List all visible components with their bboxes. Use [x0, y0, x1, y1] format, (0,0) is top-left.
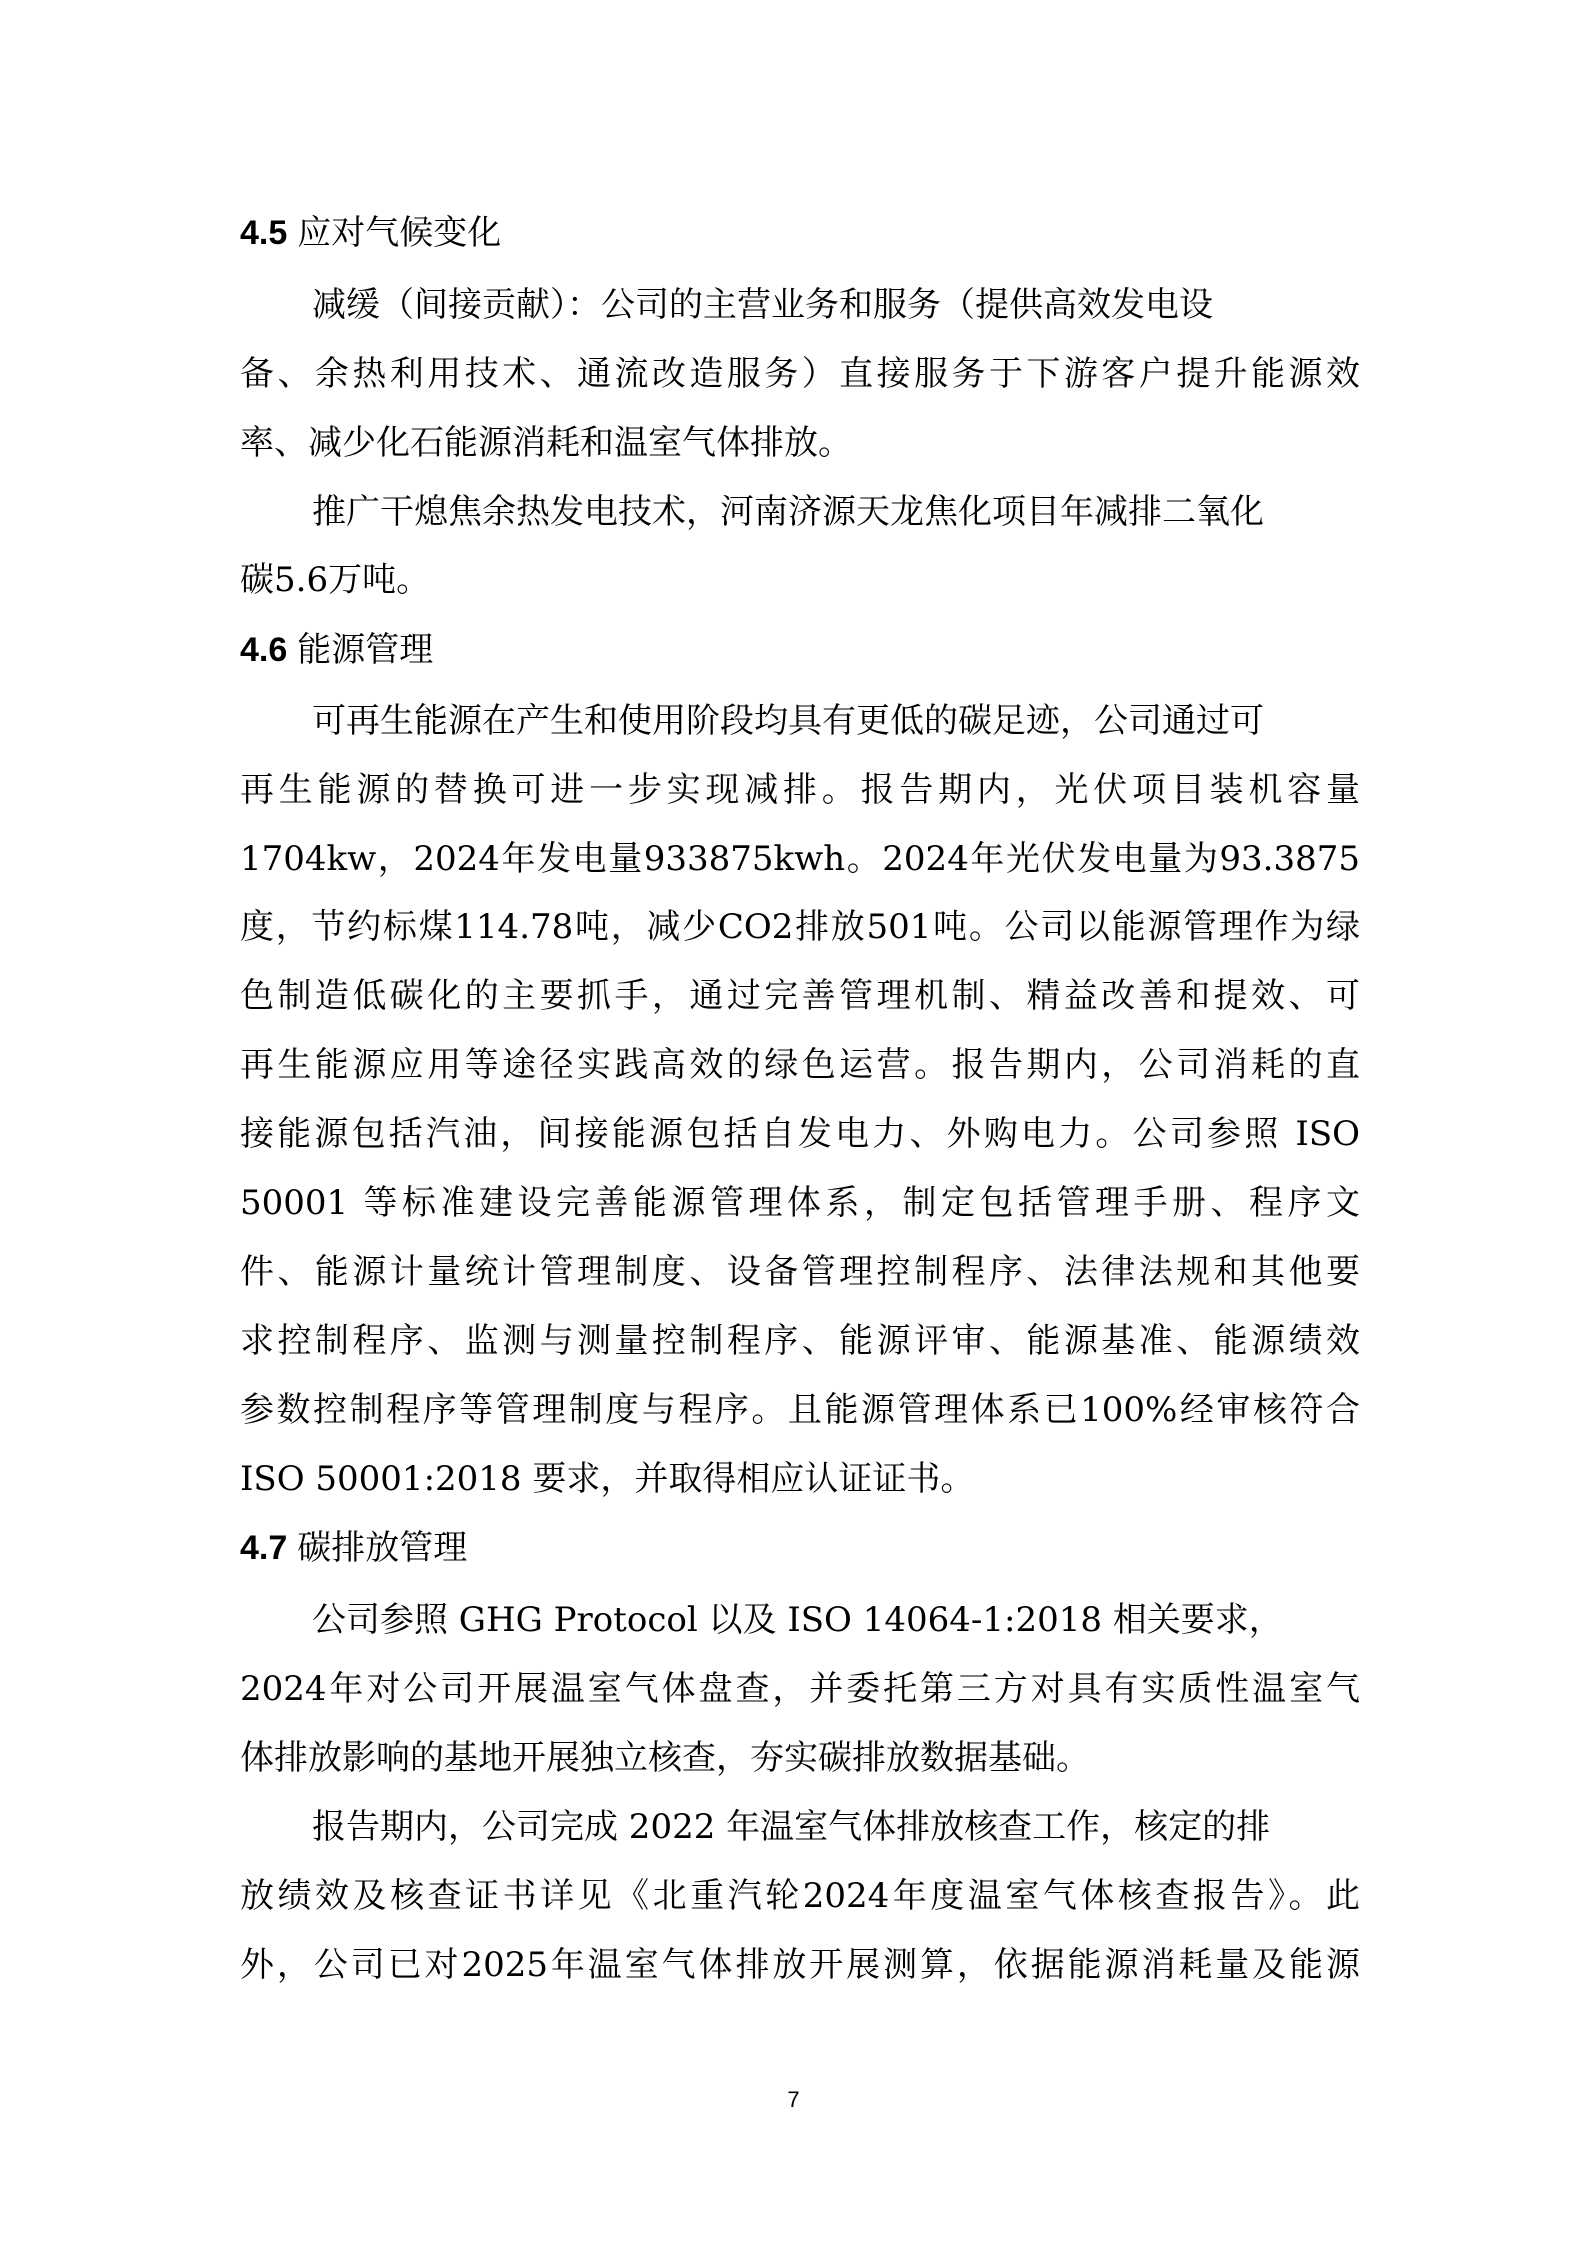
section-heading-4-5 [240, 208, 501, 258]
paragraph-line: 件、能源计量统计管理制度、设备管理控制程序、法律法规和其他要 [240, 1252, 1360, 1292]
section-title: 能源管理 [297, 630, 434, 670]
paragraph-line: 外，公司已对2025年温室气体排放开展测算，依据能源消耗量及能源 [240, 1945, 1360, 1985]
paragraph-line: 减缓（间接贡献）：公司的主营业务和服务（提供高效发电设 [312, 285, 1213, 325]
section-number: 4.7 [240, 1529, 288, 1567]
paragraph-line: 公司参照 GHG Protocol 以及 ISO 14064-1:2018 相关要求， [312, 1600, 1283, 1640]
section-title: 碳排放管理 [297, 1528, 468, 1568]
paragraph-line: 50001 等标准建设完善能源管理体系，制定包括管理手册、程序文 [240, 1183, 1360, 1223]
paragraph-line: 备、余热利用技术、通流改造服务）直接服务于下游客户提升能源效 [240, 354, 1360, 394]
section-number: 4.6 [240, 631, 288, 669]
paragraph-line: 接能源包括汽油，间接能源包括自发电力、外购电力。公司参照 ISO [240, 1114, 1360, 1154]
paragraph-line: 率、减少化石能源消耗和温室气体排放。 [240, 423, 852, 463]
paragraph-line: 2024年对公司开展温室气体盘查，并委托第三方对具有实质性温室气 [240, 1669, 1360, 1709]
paragraph-line: 体排放影响的基地开展独立核查，夯实碳排放数据基础。 [240, 1738, 1090, 1778]
paragraph-line: 再生能源应用等途径实践高效的绿色运营。报告期内，公司消耗的直 [240, 1045, 1360, 1085]
page-number: 7 [787, 2087, 800, 2112]
paragraph-line: 碳5.6万吨。 [240, 560, 431, 600]
paragraph-line: 报告期内，公司完成 2022 年温室气体排放核查工作，核定的排 [312, 1807, 1271, 1847]
paragraph-line: 推广干熄焦余热发电技术，河南济源天龙焦化项目年减排二氧化 [312, 492, 1264, 532]
paragraph-line: 求控制程序、监测与测量控制程序、能源评审、能源基准、能源绩效 [240, 1321, 1360, 1361]
section-title: 应对气候变化 [297, 213, 502, 253]
paragraph-line: 度，节约标煤114.78吨，减少CO2排放501吨。公司以能源管理作为绿 [240, 907, 1360, 947]
paragraph-line: ISO 50001:2018 要求，并取得相应认证证书。 [240, 1459, 975, 1499]
paragraph-line: 放绩效及核查证书详见《北重汽轮2024年度温室气体核查报告》。此 [240, 1876, 1360, 1916]
section-heading-4-7 [240, 1523, 467, 1573]
section-heading-4-6 [240, 625, 433, 675]
paragraph-line: 再生能源的替换可进一步实现减排。报告期内，光伏项目装机容量 [240, 770, 1360, 810]
paragraph-line: 1704kw，2024年发电量933875kwh。2024年光伏发电量为93.3875 [240, 839, 1360, 879]
paragraph-line: 色制造低碳化的主要抓手，通过完善管理机制、精益改善和提效、可 [240, 976, 1360, 1016]
paragraph-line: 参数控制程序等管理制度与程序。且能源管理体系已100%经审核符合 [240, 1390, 1360, 1430]
paragraph-line: 可再生能源在产生和使用阶段均具有更低的碳足迹，公司通过可 [312, 701, 1264, 741]
section-number: 4.5 [240, 214, 288, 252]
